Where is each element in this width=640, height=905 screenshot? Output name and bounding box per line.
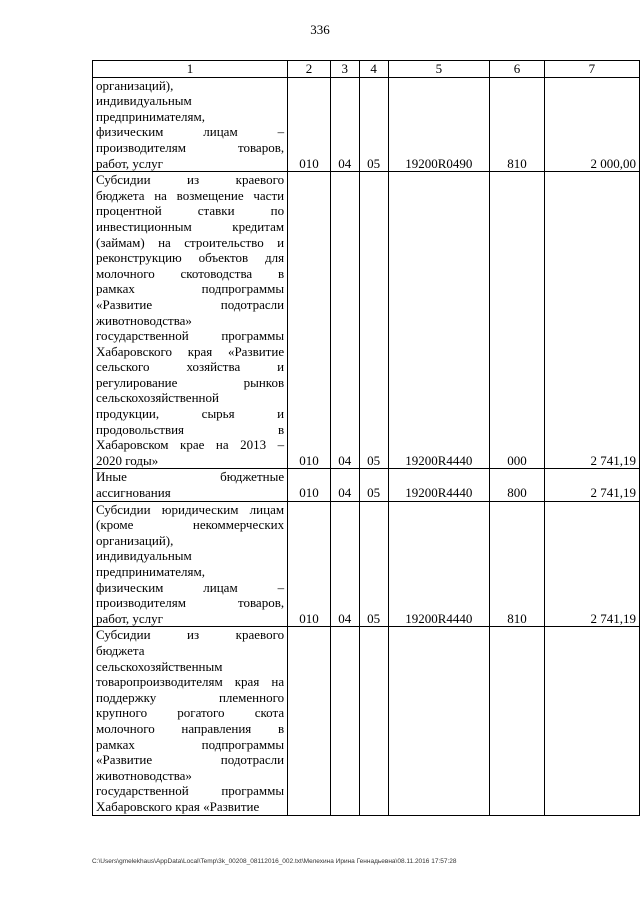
header-col-5: 5	[388, 61, 490, 78]
row-description	[93, 77, 288, 172]
description-line: (кроме некоммерческих	[96, 517, 285, 533]
header-col-3: 3	[330, 61, 359, 78]
description-line: Субсидии из краевого	[96, 627, 285, 643]
subsection-code-cell	[359, 627, 388, 815]
budget-table	[92, 60, 640, 816]
description-line: предпринимателям,	[96, 108, 205, 124]
subsection-code-cell: 05	[359, 172, 388, 469]
row-description	[93, 501, 288, 627]
header-row	[93, 61, 640, 78]
description-line: организаций),	[96, 77, 174, 93]
section-code-cell	[330, 627, 359, 815]
description-line: продукции, сырья и	[96, 406, 285, 422]
table-row	[93, 77, 640, 172]
file-path-footer: C:\Users\gmelekhaus\AppData\Local\Temp\3k_00208_08112016_002.txt\Мелехина Ирина Геннадьевна\08.11.2016 17:57:28	[92, 858, 457, 865]
amount-cell: 2 741,19	[544, 469, 639, 501]
ministry-code-cell: 010	[288, 501, 331, 627]
target-item-code-cell: 19200R0490	[388, 77, 490, 172]
description-line: Субсидии из краевого	[96, 172, 285, 188]
description-line: Хабаровском крае на 2013 –	[96, 437, 285, 453]
description-line: рамках подпрограммы	[96, 736, 285, 752]
description-line: бюджета	[96, 642, 145, 658]
expense-type-code-cell	[490, 627, 545, 815]
ministry-code-cell	[288, 627, 331, 815]
description-line: государственной программы	[96, 328, 285, 344]
amount-cell: 2 741,19	[544, 172, 639, 469]
description-line: физическим лицам –	[96, 124, 285, 140]
ministry-code-cell: 010	[288, 77, 331, 172]
description-line: крупного рогатого скота	[96, 705, 285, 721]
description-line: молочного направления в	[96, 720, 285, 736]
row-description	[93, 469, 288, 501]
description-line: Иные бюджетные	[96, 469, 285, 485]
page-number: 336	[310, 22, 330, 37]
amount-cell	[544, 627, 639, 815]
description-line: сельскохозяйственной	[96, 390, 219, 406]
section-code-cell: 04	[330, 501, 359, 627]
description-line: «Развитие подотрасли	[96, 752, 285, 768]
description-line: Хабаровского края «Развитие	[96, 343, 285, 359]
header-col-7: 7	[544, 61, 639, 78]
description-line: продовольствия в	[96, 421, 285, 437]
header-col-2: 2	[288, 61, 331, 78]
description-line: процентной ставки по	[96, 203, 285, 219]
description-line: предпринимателям,	[96, 564, 205, 579]
expense-type-code-cell: 800	[490, 469, 545, 501]
description-line: индивидуальным	[96, 548, 192, 564]
table-row	[93, 627, 640, 815]
description-line: реконструкцию объектов для	[96, 250, 285, 266]
description-line: Хабаровского края «Развитие	[96, 798, 260, 814]
header-col-1: 1	[93, 61, 288, 78]
subsection-code-cell: 05	[359, 501, 388, 627]
subsection-code-cell: 05	[359, 77, 388, 172]
description-line: молочного скотоводства в	[96, 265, 285, 281]
description-line: работ, услуг	[96, 610, 164, 626]
description-line: рамках подпрограммы	[96, 281, 285, 297]
expense-type-code-cell: 810	[490, 77, 545, 172]
subsection-code-cell: 05	[359, 469, 388, 501]
row-description	[93, 627, 288, 815]
target-item-code-cell: 19200R4440	[388, 501, 490, 627]
target-item-code-cell: 19200R4440	[388, 469, 490, 501]
description-line: сельскохозяйственным	[96, 658, 223, 674]
header-col-6: 6	[490, 61, 545, 78]
row-description	[93, 172, 288, 469]
description-line: производителям товаров,	[96, 139, 285, 155]
description-line: регулирование рынков	[96, 374, 285, 390]
expense-type-code-cell: 810	[490, 501, 545, 627]
expense-type-code-cell: 000	[490, 172, 545, 469]
description-line: животноводства»	[96, 767, 192, 783]
description-line: Субсидии юридическим лицам	[96, 501, 285, 517]
table-row	[93, 469, 640, 501]
description-line: (займам) на строительство и	[96, 234, 285, 250]
table-row	[93, 172, 640, 469]
description-line: физическим лицам –	[96, 579, 285, 595]
description-line: производителям товаров,	[96, 595, 285, 611]
description-line: поддержку племенного	[96, 689, 285, 705]
header-col-4: 4	[359, 61, 388, 78]
description-line: государственной программы	[96, 783, 285, 799]
target-item-code-cell: 19200R4440	[388, 172, 490, 469]
section-code-cell: 04	[330, 172, 359, 469]
description-line: работ, услуг	[96, 155, 164, 171]
table-row	[93, 501, 640, 627]
description-line: индивидуальным	[96, 93, 192, 109]
description-line: инвестиционным кредитам	[96, 218, 285, 234]
section-code-cell: 04	[330, 469, 359, 501]
description-line: организаций),	[96, 532, 174, 548]
description-line: 2020 годы»	[96, 452, 159, 468]
amount-cell: 2 741,19	[544, 501, 639, 627]
description-line: сельского хозяйства и	[96, 359, 285, 375]
description-line: товаропроизводителям края на	[96, 674, 285, 690]
description-line: ассигнования	[96, 485, 171, 501]
description-line: животноводства»	[96, 312, 192, 328]
section-code-cell: 04	[330, 77, 359, 172]
ministry-code-cell: 010	[288, 172, 331, 469]
description-line: «Развитие подотрасли	[96, 296, 285, 312]
amount-cell: 2 000,00	[544, 77, 639, 172]
description-line: бюджета на возмещение части	[96, 187, 285, 203]
target-item-code-cell	[388, 627, 490, 815]
ministry-code-cell: 010	[288, 469, 331, 501]
